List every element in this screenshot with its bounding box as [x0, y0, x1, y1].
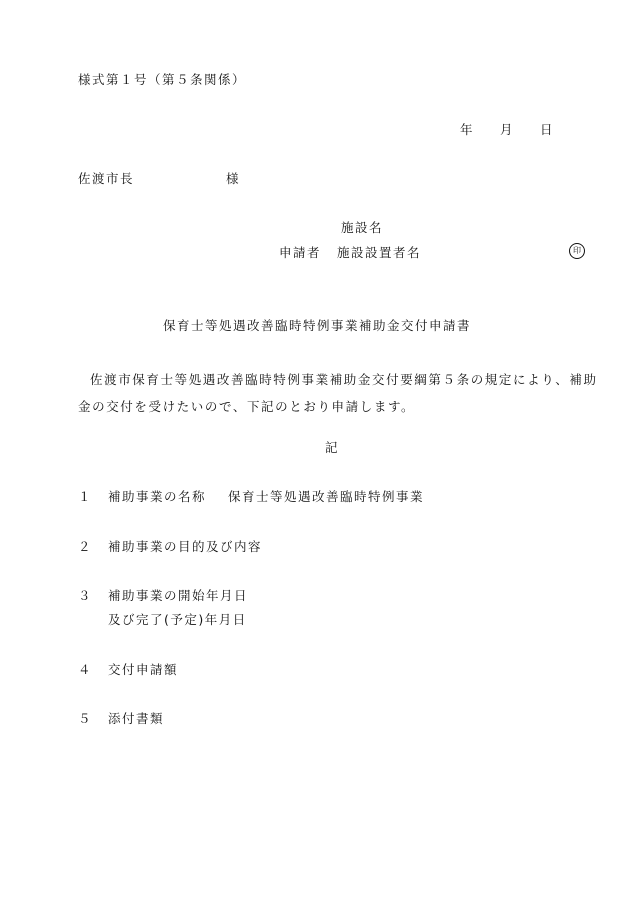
item-label: 補助事業の目的及び内容 [108, 539, 263, 554]
facility-name-label: 施設名 [341, 220, 384, 235]
applicant-row [279, 245, 421, 261]
item-number: １ [78, 489, 93, 504]
addressee [78, 171, 240, 187]
item-value: 保育士等処遇改善臨時特例事業 [228, 489, 425, 504]
addressee-honorific: 様 [226, 171, 241, 186]
item-label: 補助事業の名称 [108, 489, 207, 504]
ki-heading: 記 [325, 440, 340, 455]
applicant-role-label: 申請者 [279, 245, 322, 260]
item-number: ３ [78, 588, 93, 603]
item-number: ５ [78, 711, 93, 726]
facility-owner-label: 施設設置者名 [337, 245, 422, 260]
item-label-continued: 及び完了(予定)年月日 [108, 612, 247, 627]
item-row [78, 588, 248, 604]
date-year-label: 年 [459, 122, 474, 137]
form-number: 様式第１号（第５条関係） [78, 72, 247, 87]
date-line [460, 122, 554, 138]
item-row [78, 489, 424, 505]
date-month-label: 月 [499, 122, 514, 137]
item-label: 補助事業の開始年月日 [108, 588, 249, 603]
item-label: 交付申請額 [108, 662, 179, 677]
document-title: 保育士等処遇改善臨時特例事業補助金交付申請書 [163, 318, 472, 333]
item-row [78, 662, 178, 678]
seal-mark-icon: 印 [569, 243, 585, 259]
item-label: 添付書類 [108, 711, 165, 726]
item-row [78, 711, 164, 727]
body-paragraph: 佐渡市保育士等処遇改善臨時特例事業補助金交付要綱第５条の規定により、補助金の交付を受けたいので、下記のとおり申請します。 [78, 372, 598, 414]
date-day-label: 日 [539, 122, 554, 137]
item-number: ２ [78, 539, 93, 554]
addressee-name: 佐渡市長 [78, 171, 135, 186]
item-row [78, 539, 262, 555]
item-number: ４ [78, 662, 93, 677]
